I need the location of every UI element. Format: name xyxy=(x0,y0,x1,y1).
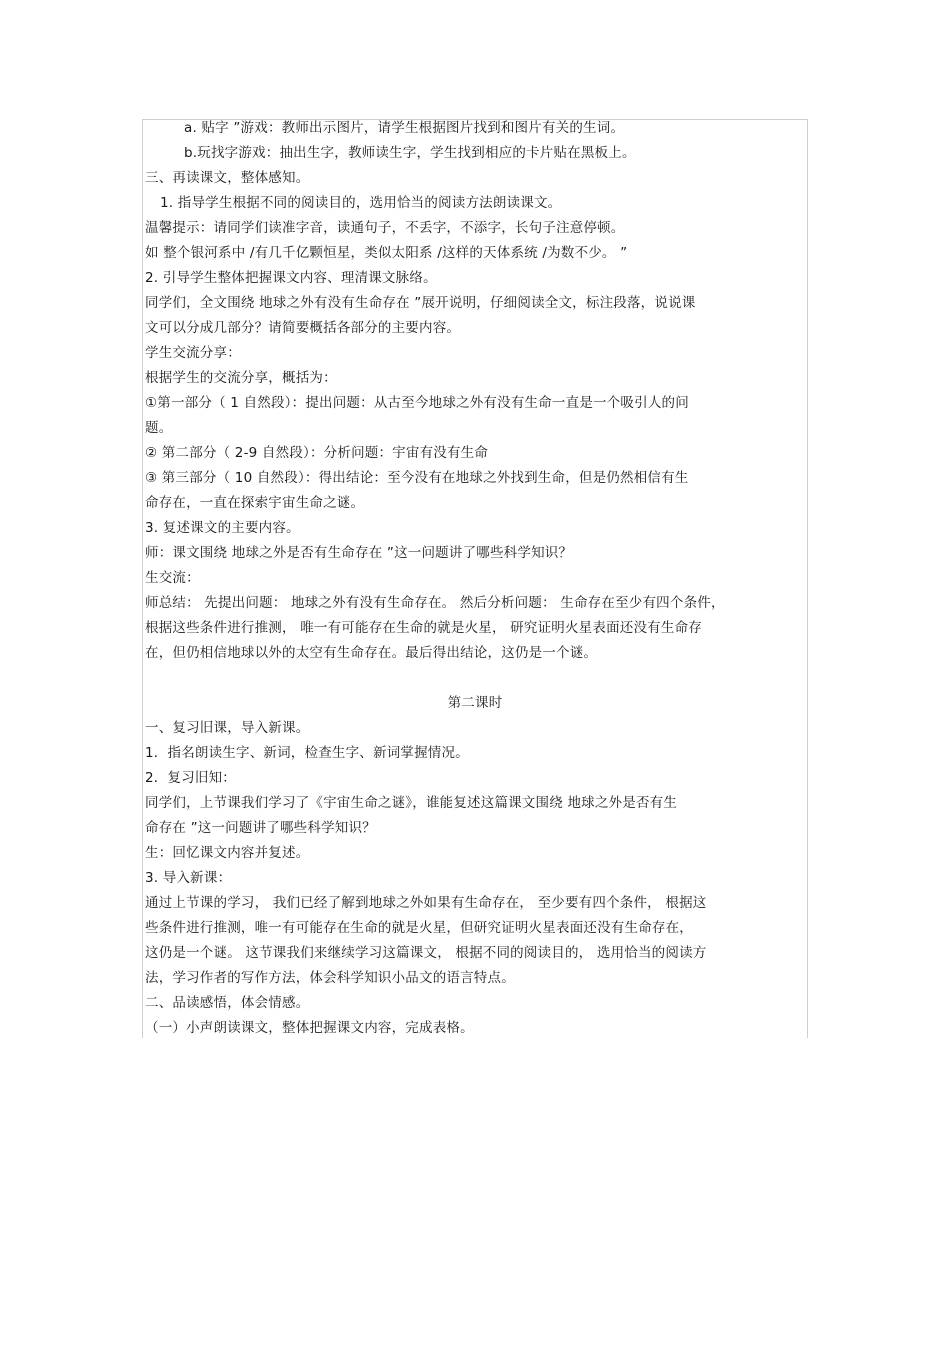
text-line: 这仍是一个谜。 这节课我们来继续学习这篇课文， 根据不同的阅读目的， 选用恰当的阅读方 xyxy=(145,945,707,961)
text-line: 命存在，一直在探索宇宙生命之谜。 xyxy=(145,495,365,511)
text-line: ③ 第三部分（ 10 自然段）：得出结论：至今没有在地球之外找到生命，但是仍然相信有生 xyxy=(145,470,689,486)
text-line: 学生交流分享： xyxy=(145,345,241,361)
text-line: 题。 xyxy=(145,420,173,436)
text-line-a: a. 贴字 ”游戏：教师出示图片，请学生根据图片找到和图片有关的生词。 xyxy=(184,120,625,136)
text-line: 3. 复述课文的主要内容。 xyxy=(145,520,300,536)
text-line: 法，学习作者的写作方法，体会科学知识小品文的语言特点。 xyxy=(145,970,515,986)
text-line: 生：回忆课文内容并复述。 xyxy=(145,845,310,861)
text-line: 同学们，上节课我们学习了《宇宙生命之谜》，谁能复述这篇课文围绕 地球之外是否有生 xyxy=(145,795,678,811)
text-line: 命存在 ”这一问题讲了哪些科学知识？ xyxy=(145,820,376,836)
section-heading-3: 三、再读课文，整体感知。 xyxy=(145,170,310,186)
text-line: 文可以分成几部分？请简要概括各部分的主要内容。 xyxy=(145,320,461,336)
text-line: 3. 导入新课： xyxy=(145,870,232,886)
text-line: 如 整个银河系中 /有几千亿颗恒星，类似太阳系 /这样的天体系统 /为数不少。 ” xyxy=(145,245,628,261)
text-line: ①第一部分（ 1 自然段）：提出问题：从古至今地球之外有没有生命一直是一个吸引人的问 xyxy=(145,395,689,411)
text-line: 师：课文围绕 地球之外是否有生命存在 ”这一问题讲了哪些科学知识？ xyxy=(145,545,573,561)
text-line: 通过上节课的学习， 我们已经了解到地球之外如果有生命存在， 至少要有四个条件， 根据这 xyxy=(145,895,707,911)
text-line: 同学们，全文围绕 地球之外有没有生命存在 ”展开说明，仔细阅读全文，标注段落，说说课 xyxy=(145,295,696,311)
text-line: 根据学生的交流分享，概括为： xyxy=(145,370,337,386)
text-line: 温馨提示：请同学们读准字音，读通句子，不丢字，不添字，长句子注意停顿。 xyxy=(145,220,625,236)
text-line: 些条件进行推测，唯一有可能存在生命的就是火星，但研究证明火星表面还没有生命存在， xyxy=(145,920,693,936)
text-line: 2．复习旧知： xyxy=(145,770,236,786)
text-line: 2. 引导学生整体把握课文内容、理清课文脉络。 xyxy=(145,270,437,286)
text-line: （一）小声朗读课文，整体把握课文内容，完成表格。 xyxy=(145,1020,474,1036)
lesson-title: 第二课时 xyxy=(447,695,503,711)
text-line-b: b.玩找字游戏：抽出生字，教师读生字，学生找到相应的卡片贴在黑板上。 xyxy=(184,145,636,161)
text-line: 在，但仍相信地球以外的太空有生命存在。最后得出结论，这仍是一个谜。 xyxy=(145,645,598,661)
text-line: 1. 指导学生根据不同的阅读目的，选用恰当的阅读方法朗读课文。 xyxy=(160,195,562,211)
text-line: 1．指名朗读生字、新词，检查生字、新词掌握情况。 xyxy=(145,745,469,761)
text-line: 师总结： 先提出问题： 地球之外有没有生命存在。 然后分析问题： 生命存在至少有四个条件， xyxy=(145,595,725,611)
text-line: ② 第二部分（ 2-9 自然段）：分析问题：宇宙有没有生命 xyxy=(145,445,489,461)
section-heading-1: 一、复习旧课，导入新课。 xyxy=(145,720,310,736)
text-line: 生交流： xyxy=(145,570,200,586)
section-heading-2: 二、品读感悟，体会情感。 xyxy=(145,995,310,1011)
text-line: 根据这些条件进行推测， 唯一有可能存在生命的就是火星， 研究证明火星表面还没有生命存 xyxy=(145,620,702,636)
